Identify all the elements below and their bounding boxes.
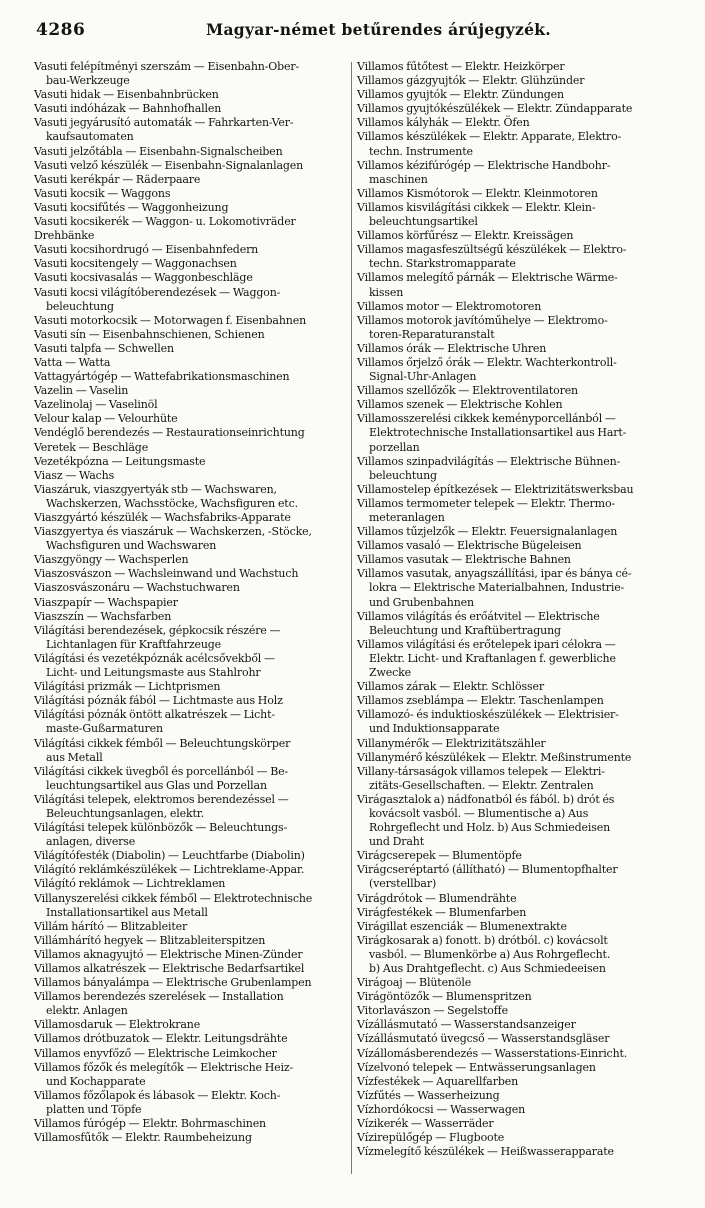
index-entry bbox=[34, 286, 352, 314]
entry-continuation: kaufsautomaten bbox=[46, 130, 134, 144]
entry-continuation: porzellan bbox=[369, 440, 420, 454]
entry-continuation: Signal-Uhr-Anlagen bbox=[369, 370, 477, 384]
entry-continuation: b) Aus Drahtgeflecht. c) Aus Schmiedeeisen bbox=[369, 962, 606, 975]
entry-line: Világítási telepek, elektromos berendezéssel — bbox=[34, 792, 289, 806]
entry-line: Villamos gyujtókészülékek — Elektr. Zündapparate bbox=[357, 102, 633, 116]
entry-line: Vasuti jelzőtábla — Eisenbahn-Signalscheiben bbox=[34, 144, 283, 158]
index-entry bbox=[34, 1061, 352, 1089]
entry-line: Villamos fúrógép — Elektr. Bohrmaschinen bbox=[34, 1117, 266, 1131]
entry-line: Virágcseréptartó (állítható) — Blumentopfhalter bbox=[357, 863, 618, 877]
entry-continuation: techn. Starkstromapparate bbox=[369, 257, 516, 271]
index-entry bbox=[34, 187, 352, 201]
entry-line: Villamos főzőlapok és lábasok — Elektr. Koch- bbox=[34, 1088, 281, 1102]
index-entry bbox=[34, 624, 352, 652]
entry-line: Villamos körfűrész — Elektr. Kreissägen bbox=[357, 229, 574, 243]
index-entry bbox=[34, 962, 352, 976]
index-entry bbox=[34, 652, 352, 680]
index-entry bbox=[357, 934, 671, 976]
index-entry bbox=[34, 1131, 352, 1145]
entry-line: Világítási cikkek fémből — Beleuchtungskörper bbox=[34, 736, 291, 750]
index-entry bbox=[357, 610, 671, 638]
entry-line: Virágöntözők — Blumenspritzen bbox=[357, 990, 532, 1004]
index-entry bbox=[34, 455, 352, 469]
index-entry bbox=[34, 948, 352, 962]
index-entry bbox=[34, 328, 352, 342]
entry-line: Vasuti kocsik — Waggons bbox=[34, 186, 171, 200]
left-column bbox=[34, 60, 352, 1145]
entry-line: Vasuti indóházak — Bahnhofhallen bbox=[34, 102, 222, 116]
index-entry bbox=[357, 74, 671, 88]
entry-line: Villamozó- és induktioskészülékek — Elektrisier- bbox=[357, 708, 619, 722]
entry-line: Vízállásmutató — Wasserstandsanzeiger bbox=[357, 1018, 576, 1032]
entry-line: Vitorlavászon — Segelstoffe bbox=[357, 1004, 508, 1018]
index-entry bbox=[34, 102, 352, 116]
entry-line: Villamos zárak — Elektr. Schlösser bbox=[357, 680, 544, 694]
entry-line: Világítási póznák fából — Lichtmaste aus Holz bbox=[34, 694, 283, 708]
entry-continuation: beleuchtung bbox=[369, 468, 437, 482]
index-entry bbox=[357, 398, 671, 412]
entry-line: Villamos kisvilágítási cikkek — Elektr. Klein- bbox=[357, 200, 596, 214]
index-entry bbox=[34, 370, 352, 384]
index-entry bbox=[34, 384, 352, 398]
index-entry bbox=[357, 1131, 671, 1145]
index-entry bbox=[34, 215, 352, 229]
index-entry bbox=[34, 426, 352, 440]
entry-continuation: und Draht bbox=[369, 835, 424, 849]
entry-line: Vízfűtés — Wasserheizung bbox=[357, 1088, 500, 1102]
index-entry bbox=[357, 412, 671, 454]
index-entry bbox=[357, 793, 671, 849]
index-entry bbox=[357, 1004, 671, 1018]
index-entry bbox=[357, 680, 671, 694]
entry-continuation: aus Metall bbox=[46, 750, 103, 764]
index-entry bbox=[34, 342, 352, 356]
page-number: 4286 bbox=[36, 20, 86, 40]
index-entry bbox=[357, 906, 671, 920]
entry-line: Vazelin — Vaselin bbox=[34, 384, 129, 398]
entry-line: Villamostelep építkezések — Elektrizitätswerksbau bbox=[357, 482, 634, 496]
entry-continuation: Wachsfiguren und Wachswaren bbox=[46, 539, 217, 553]
entry-line: Világítási cikkek üvegből és porcellánból — Be- bbox=[34, 764, 289, 778]
index-entry bbox=[34, 596, 352, 610]
entry-line: Villamos termometer telepek — Elektr. Thermo- bbox=[357, 496, 615, 510]
entry-line: Virágoaj — Blütenöle bbox=[357, 976, 472, 990]
entry-line: Villamos fűtőtest — Elektr. Heizkörper bbox=[357, 60, 565, 73]
entry-line: Vasuti kocsivasalás — Waggonbeschläge bbox=[34, 271, 253, 285]
entry-continuation: Elektr. Licht- und Kraftanlagen f. gewerbliche bbox=[369, 651, 616, 665]
index-entry bbox=[34, 229, 352, 243]
entry-line: Vízfestékek — Aquarellfarben bbox=[357, 1074, 519, 1088]
index-entry bbox=[34, 567, 352, 581]
entry-line: Viasz — Wachs bbox=[34, 468, 115, 482]
index-entry bbox=[357, 1075, 671, 1089]
index-entry bbox=[357, 300, 671, 314]
index-entry bbox=[34, 1047, 352, 1061]
entry-line: Vasuti kocsifűtés — Waggonheizung bbox=[34, 200, 229, 214]
index-entry bbox=[34, 1089, 352, 1117]
right-column bbox=[357, 60, 671, 1159]
entry-line: Vízikerék — Wasserräder bbox=[357, 1117, 494, 1131]
index-entry bbox=[34, 821, 352, 849]
entry-line: Villamosdaruk — Elektrokrane bbox=[34, 1018, 201, 1032]
entry-continuation: und Grubenbahnen bbox=[369, 595, 474, 609]
index-entry bbox=[34, 863, 352, 877]
index-entry bbox=[357, 1032, 671, 1046]
entry-line: Viaszszín — Wachsfarben bbox=[34, 609, 172, 623]
index-entry bbox=[357, 187, 671, 201]
entry-line: Villamos magasfeszültségű készülékek — Elektro- bbox=[357, 243, 627, 257]
entry-line: Világítófesték (Diabolin) — Leuchtfarbe (Diabolin) bbox=[34, 849, 305, 863]
index-entry bbox=[34, 60, 352, 88]
index-entry bbox=[34, 412, 352, 426]
index-entry bbox=[357, 553, 671, 567]
index-entry bbox=[34, 892, 352, 920]
entry-continuation: beleuchtungsartikel bbox=[369, 215, 478, 229]
entry-line: Vendéglő berendezés — Restaurationseinrichtung bbox=[34, 426, 305, 440]
index-entry bbox=[34, 511, 352, 525]
entry-line: Villamos készülékek — Elektr. Apparate, Elektro- bbox=[357, 130, 622, 144]
entry-line: Villamos kályhák — Elektr. Öfen bbox=[357, 116, 530, 130]
entry-line: Villamos enyvfőző — Elektrische Leimkocher bbox=[34, 1046, 277, 1060]
index-entry bbox=[357, 525, 671, 539]
entry-line: Vasuti sín — Eisenbahnschienen, Schienen bbox=[34, 327, 265, 341]
index-entry bbox=[34, 934, 352, 948]
index-entry bbox=[357, 1145, 671, 1159]
entry-line: Villamos tűzjelzők — Elektr. Feuersignalanlagen bbox=[357, 525, 618, 539]
entry-line: Világító reklámok — Lichtreklamen bbox=[34, 877, 226, 891]
index-entry bbox=[34, 173, 352, 187]
entry-continuation: Wachskerzen, Wachsstöcke, Wachsfiguren etc. bbox=[46, 496, 298, 510]
entry-continuation: elektr. Anlagen bbox=[46, 1004, 128, 1018]
entry-line: Villamos motorok javítóműhelye — Elektromo- bbox=[357, 313, 608, 327]
index-entry bbox=[357, 342, 671, 356]
index-entry bbox=[34, 271, 352, 285]
entry-line: Vízmelegítő készülékek — Heißwasserapparate bbox=[357, 1145, 614, 1159]
index-entry bbox=[34, 314, 352, 328]
entry-line: Vasuti talpfa — Schwellen bbox=[34, 341, 174, 355]
entry-line: Viaszgyertya és viaszáruk — Wachskerzen, -Stöcke, bbox=[34, 525, 312, 539]
entry-line: Villamos drótbuzatok — Elektr. Leitungsdrähte bbox=[34, 1032, 288, 1046]
entry-line: Vasuti felépítményi szerszám — Eisenbahn-Ober- bbox=[34, 60, 300, 73]
index-entry bbox=[357, 765, 671, 793]
entry-line: Vasuti motorkocsik — Motorwagen f. Eisenbahnen bbox=[34, 313, 306, 327]
index-entry bbox=[357, 88, 671, 102]
index-entry bbox=[34, 145, 352, 159]
entry-continuation: anlagen, diverse bbox=[46, 835, 136, 849]
entry-line: Vízállásmutató üvegcső — Wasserstandsgläser bbox=[357, 1032, 610, 1046]
entry-continuation: Zwecke bbox=[369, 666, 412, 680]
entry-line: Virágasztalok a) nádfonatból és fából. b) drót és bbox=[357, 792, 615, 806]
entry-line: Veretek — Beschläge bbox=[34, 440, 149, 454]
index-entry bbox=[357, 694, 671, 708]
entry-line: Világítási és vezetékpóznák acélcsővekből — bbox=[34, 651, 275, 665]
index-entry bbox=[357, 990, 671, 1004]
index-entry bbox=[34, 1032, 352, 1046]
index-entry bbox=[357, 920, 671, 934]
index-entry bbox=[357, 116, 671, 130]
index-entry bbox=[34, 765, 352, 793]
entry-line: Villamos aknagyujtó — Elektrische Minen-Zünder bbox=[34, 947, 303, 961]
index-entry bbox=[357, 356, 671, 384]
entry-continuation: kovácsolt vasból. — Blumentische a) Aus bbox=[369, 806, 589, 820]
entry-line: Világítási prizmák — Lichtprismen bbox=[34, 680, 221, 694]
index-entry bbox=[357, 849, 671, 863]
entry-line: Villamos szenek — Elektrische Kohlen bbox=[357, 398, 563, 412]
index-entry bbox=[357, 159, 671, 187]
entry-line: Virágdrótok — Blumendrähte bbox=[357, 891, 517, 905]
entry-line: Viaszosvászon — Wachsleinwand und Wachstuch bbox=[34, 567, 299, 581]
entry-line: Vasuti kocsikerék — Waggon- u. Lokomotivräder bbox=[34, 215, 296, 229]
entry-continuation: maschinen bbox=[369, 172, 428, 186]
entry-line: Vasuti kocsitengely — Waggonachsen bbox=[34, 257, 237, 271]
entry-line: Villamos gázgyujtók — Elektr. Glühzünder bbox=[357, 74, 585, 88]
entry-line: Villamos szellőzők — Elektroventilatoren bbox=[357, 384, 578, 398]
index-entry bbox=[34, 1018, 352, 1032]
index-entry bbox=[34, 116, 352, 144]
index-entry bbox=[357, 1047, 671, 1061]
entry-line: Villámhárító hegyek — Blitzableiterspitzen bbox=[34, 933, 266, 947]
index-entry bbox=[357, 1089, 671, 1103]
entry-line: Villamos gyujtók — Elektr. Zündungen bbox=[357, 88, 564, 102]
entry-line: Villanyszerelési cikkek fémből — Elektrotechnische bbox=[34, 891, 313, 905]
entry-continuation: Beleuchtung und Kraftübertragung bbox=[369, 623, 561, 637]
entry-continuation: Beleuchtungsanlagen, elektr. bbox=[46, 806, 205, 820]
entry-line: Villamos vasutak — Elektrische Bahnen bbox=[357, 553, 571, 567]
entry-line: Villamos alkatrészek — Elektrische Bedarfsartikel bbox=[34, 962, 305, 975]
entry-line: Villamos melegítő párnák — Elektrische Wärme- bbox=[357, 271, 618, 285]
index-entry bbox=[357, 271, 671, 299]
entry-line: Virágcserepek — Blumentöpfe bbox=[357, 849, 522, 863]
index-entry bbox=[34, 737, 352, 765]
index-entry bbox=[34, 990, 352, 1018]
entry-continuation: vasból. — Blumenkörbe a) Aus Rohrgeflecht. bbox=[369, 947, 611, 961]
index-entry bbox=[357, 455, 671, 483]
index-entry bbox=[357, 708, 671, 736]
entry-line: Vasuti kocsihordrugó — Eisenbahnfedern bbox=[34, 243, 259, 257]
entry-line: Villamos Kismótorok — Elektr. Kleinmotoren bbox=[357, 186, 598, 200]
entry-continuation: leuchtungsartikel aus Glas und Porzellan bbox=[46, 778, 267, 792]
entry-line: Vazelinolaj — Vaselinöl bbox=[34, 398, 158, 412]
entry-line: Vezetékpózna — Leitungsmaste bbox=[34, 454, 206, 468]
column-divider bbox=[351, 62, 352, 1174]
entry-continuation: und Kochapparate bbox=[46, 1074, 146, 1088]
entry-line: Villamos vasutak, anyagszállítási, ipar és bánya cé- bbox=[357, 567, 632, 581]
entry-line: Vatta — Watta bbox=[34, 355, 111, 369]
entry-continuation: Elektrotechnische Installationsartikel aus Hart- bbox=[369, 426, 627, 440]
page-title: Magyar-német betűrendes árújegyzék. bbox=[206, 20, 551, 39]
entry-continuation: maste-Gußarmaturen bbox=[46, 722, 163, 736]
entry-continuation: Rohrgeflecht und Holz. b) Aus Schmiedeisen bbox=[369, 821, 611, 835]
index-entry bbox=[34, 849, 352, 863]
entry-line: Vattagyártógép — Wattefabrikationsmaschinen bbox=[34, 370, 290, 384]
entry-line: Vízelvonó telepek — Entwässerungsanlagen bbox=[357, 1060, 596, 1074]
page-header bbox=[36, 20, 670, 44]
index-entry bbox=[34, 243, 352, 257]
entry-line: Viaszgyöngy — Wachsperlen bbox=[34, 553, 189, 567]
index-entry bbox=[34, 793, 352, 821]
entry-line: Villamos motor — Elektromotoren bbox=[357, 299, 542, 313]
entry-line: Vasuti kerékpár — Räderpaare bbox=[34, 172, 201, 186]
index-entry bbox=[34, 708, 352, 736]
entry-line: Drehbänke bbox=[34, 229, 95, 243]
index-entry bbox=[34, 483, 352, 511]
index-entry bbox=[357, 497, 671, 525]
index-entry bbox=[357, 483, 671, 497]
index-entry bbox=[357, 1018, 671, 1032]
index-entry bbox=[357, 737, 671, 751]
entry-line: Világítási póznák öntött alkatrészek — Licht- bbox=[34, 708, 275, 722]
index-entry bbox=[34, 581, 352, 595]
entry-line: Viaszosvászonáru — Wachstuchwaren bbox=[34, 581, 240, 595]
entry-line: Villamosszerelési cikkek keményporcellánból — bbox=[357, 412, 616, 426]
entry-line: Vasuti hidak — Eisenbahnbrücken bbox=[34, 88, 219, 102]
entry-continuation: bau-Werkzeuge bbox=[46, 74, 130, 88]
index-entry bbox=[34, 610, 352, 624]
entry-continuation: meteranlagen bbox=[369, 511, 445, 524]
entry-line: Villamos főzők és melegítők — Elektrische Heiz- bbox=[34, 1060, 294, 1074]
entry-line: Velour kalap — Velourhüte bbox=[34, 412, 178, 426]
index-entry bbox=[34, 469, 352, 483]
index-entry bbox=[357, 751, 671, 765]
entry-line: Világító reklámkészülékek — Lichtreklame-Appar. bbox=[34, 863, 305, 877]
index-entry bbox=[34, 553, 352, 567]
index-entry bbox=[34, 201, 352, 215]
index-entry bbox=[357, 314, 671, 342]
entry-continuation: kissen bbox=[369, 285, 404, 299]
index-entry bbox=[34, 680, 352, 694]
index-entry bbox=[357, 567, 671, 609]
entry-line: Villanymérő készülékek — Elektr. Meßinstrumente bbox=[357, 750, 632, 764]
entry-continuation: Lichtanlagen für Kraftfahrzeuge bbox=[46, 637, 222, 651]
entry-line: Villamos szinpadvilágítás — Elektrische Bühnen- bbox=[357, 454, 621, 468]
entry-line: Villamos berendezés szerelések — Installation bbox=[34, 990, 284, 1004]
entry-line: Villamosfűtők — Elektr. Raumbeheizung bbox=[34, 1131, 252, 1145]
entry-continuation: toren-Reparaturanstalt bbox=[369, 327, 495, 341]
index-entry bbox=[34, 88, 352, 102]
index-entry bbox=[34, 976, 352, 990]
entry-line: Virágfestékek — Blumenfarben bbox=[357, 905, 527, 919]
index-entry bbox=[357, 1103, 671, 1117]
index-entry bbox=[357, 1061, 671, 1075]
entry-line: Villamos őrjelző órák — Elektr. Wachterkontroll- bbox=[357, 355, 617, 369]
entry-line: Vízirepülőgép — Flugboote bbox=[357, 1131, 505, 1145]
index-entry bbox=[34, 398, 352, 412]
entry-continuation: (verstellbar) bbox=[369, 877, 437, 891]
index-entry bbox=[357, 384, 671, 398]
index-entry bbox=[357, 638, 671, 680]
index-entry bbox=[357, 976, 671, 990]
index-entry bbox=[34, 441, 352, 455]
index-entry bbox=[357, 60, 671, 74]
entry-line: Villamos világítási és erőtelepek ipari célokra — bbox=[357, 637, 616, 651]
entry-line: Viaszgyártó készülék — Wachsfabriks-Apparate bbox=[34, 511, 291, 524]
entry-line: Villamos zseblámpa — Elektr. Taschenlampen bbox=[357, 694, 604, 708]
index-entry bbox=[34, 920, 352, 934]
entry-line: Világítási berendezések, gépkocsik részére — bbox=[34, 623, 281, 637]
entry-continuation: Installationsartikel aus Metall bbox=[46, 905, 208, 919]
entry-line: Vasuti jegyárusító automaták — Fahrkarten-Ver- bbox=[34, 116, 294, 130]
entry-line: Villamos órák — Elektrische Uhren bbox=[357, 341, 547, 355]
entry-line: Villamos kézifúrógép — Elektrische Handbohr- bbox=[357, 158, 611, 172]
entry-continuation: zitäts-Gesellschaften. — Elektr. Zentralen bbox=[369, 778, 594, 792]
entry-line: Világítási telepek különbözők — Beleuchtungs- bbox=[34, 821, 288, 835]
entry-line: Villany-társaságok villamos telepek — Elektri- bbox=[357, 764, 605, 778]
index-entry bbox=[34, 877, 352, 891]
entry-line: Vízállomásberendezés — Wasserstations-Einricht. bbox=[357, 1046, 628, 1060]
index-entry bbox=[357, 863, 671, 891]
entry-line: Villamos vasaló — Elektrische Bügeleisen bbox=[357, 539, 582, 553]
entry-line: Viaszáruk, viaszgyertyák stb — Wachswaren, bbox=[34, 482, 277, 496]
entry-continuation: platten und Töpfe bbox=[46, 1102, 142, 1116]
index-entry bbox=[34, 525, 352, 553]
entry-line: Viaszpapír — Wachspapier bbox=[34, 595, 178, 609]
index-entry bbox=[357, 539, 671, 553]
entry-line: Vasuti velző készülék — Eisenbahn-Signalanlagen bbox=[34, 158, 304, 172]
index-entry bbox=[357, 102, 671, 116]
entry-line: Vasuti kocsi világítóberendezések — Waggon- bbox=[34, 285, 281, 299]
index-entry bbox=[34, 1117, 352, 1131]
entry-line: Villanymérők — Elektrizitätszähler bbox=[357, 736, 546, 750]
entry-line: Virágkosarak a) fonott. b) drótból. c) kovácsolt bbox=[357, 933, 608, 947]
entry-line: Vízhordókocsi — Wasserwagen bbox=[357, 1102, 526, 1116]
index-entry bbox=[357, 201, 671, 229]
index-entry bbox=[357, 243, 671, 271]
index-entry bbox=[34, 159, 352, 173]
index-entry bbox=[357, 1117, 671, 1131]
entry-continuation: techn. Instrumente bbox=[369, 144, 473, 158]
index-entry bbox=[357, 130, 671, 158]
entry-line: Virágillat eszenciák — Blumenextrakte bbox=[357, 919, 567, 933]
entry-continuation: und Induktionsapparate bbox=[369, 722, 500, 736]
index-entry bbox=[34, 257, 352, 271]
entry-continuation: Licht- und Leitungsmaste aus Stahlrohr bbox=[46, 666, 261, 680]
index-entry bbox=[357, 892, 671, 906]
index-entry bbox=[34, 356, 352, 370]
entry-line: Villám hárító — Blitzableiter bbox=[34, 919, 188, 933]
entry-line: Villamos világítás és erőátvitel — Elektrische bbox=[357, 609, 600, 623]
index-entry bbox=[34, 694, 352, 708]
index-entry bbox=[357, 229, 671, 243]
entry-continuation: lokra — Elektrische Materialbahnen, Industrie- bbox=[369, 581, 625, 595]
entry-continuation: beleuchtung bbox=[46, 299, 114, 313]
entry-line: Villamos bányalámpa — Elektrische Grubenlampen bbox=[34, 976, 312, 990]
